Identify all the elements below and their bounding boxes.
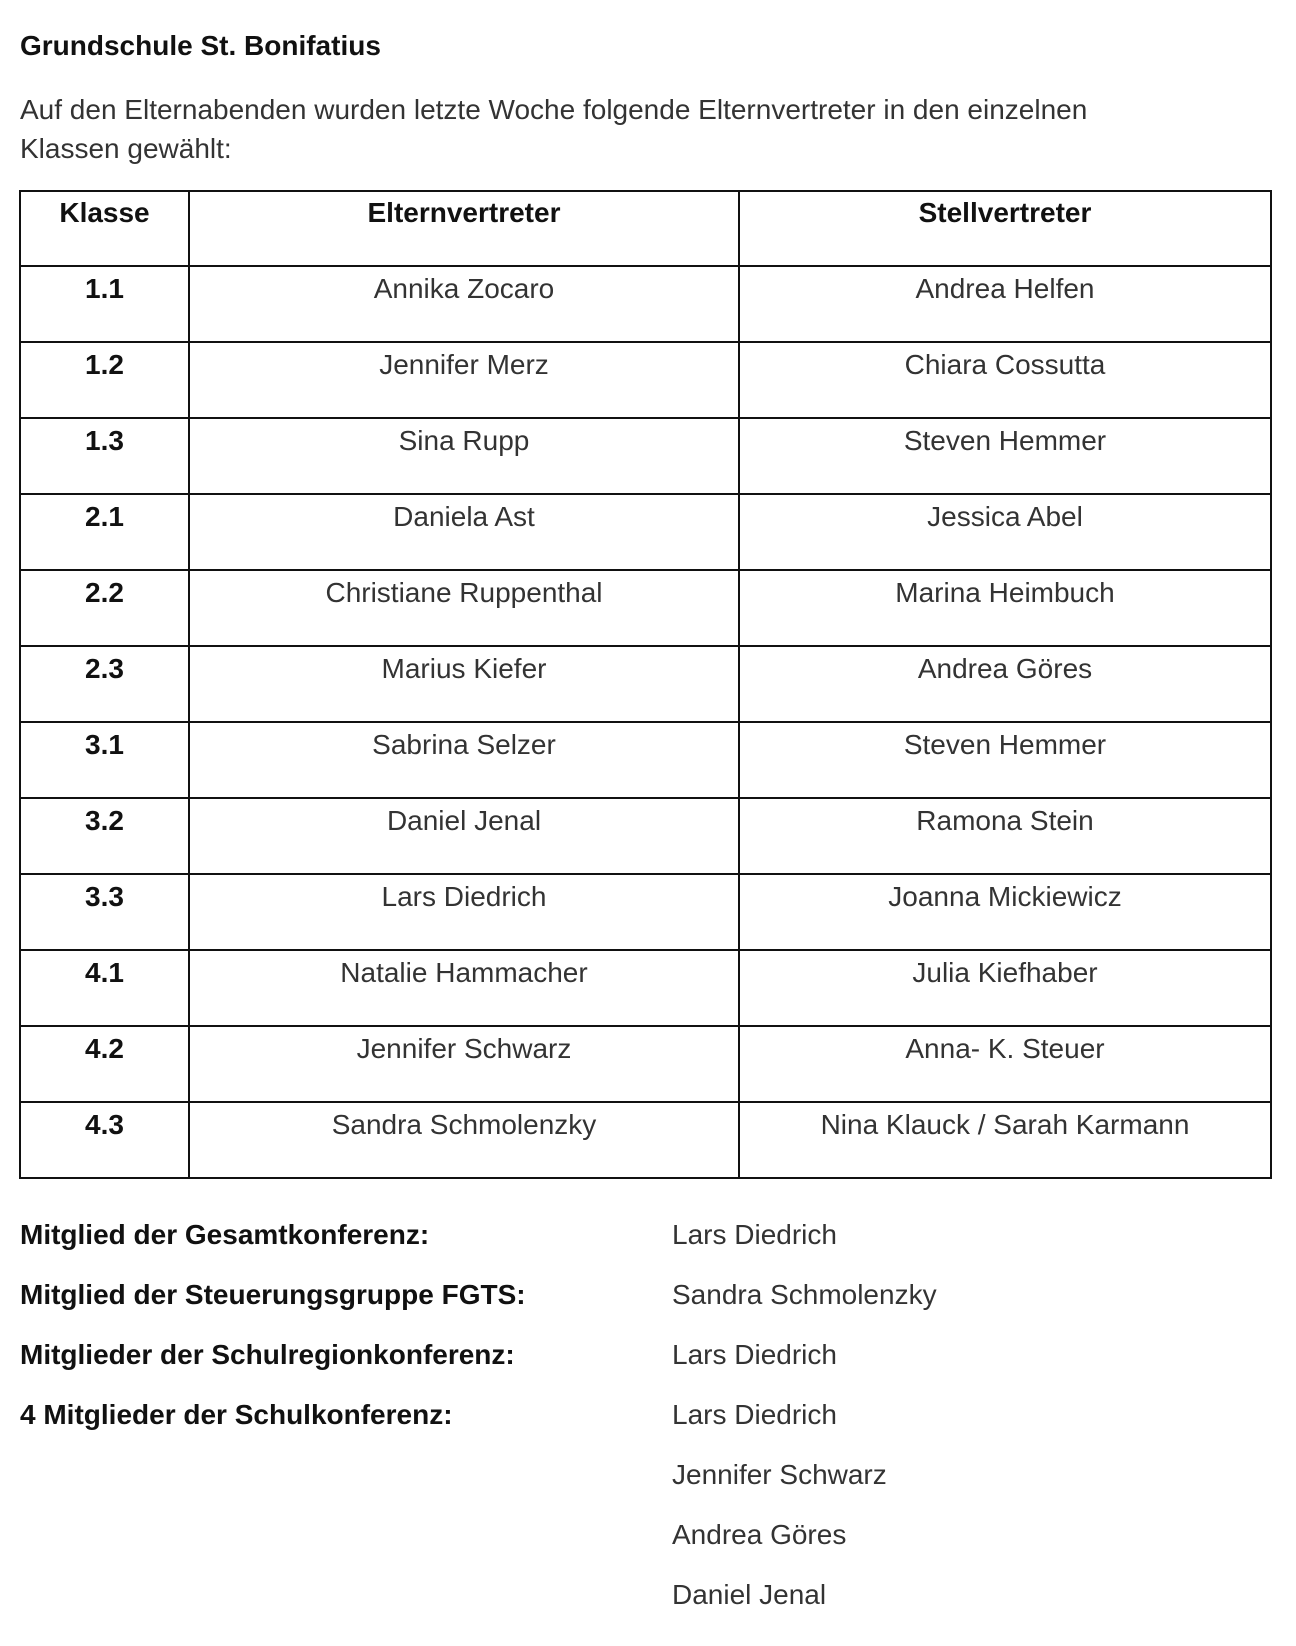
page-title: Grundschule St. Bonifatius	[20, 30, 381, 61]
member-label: Mitglied der Gesamtkonferenz:	[20, 1219, 430, 1250]
table-row	[20, 342, 1271, 418]
column-header-klasse: Klasse	[20, 191, 189, 266]
stellvertreter-cell: Marina Heimbuch	[739, 570, 1271, 646]
elternvertreter-cell: Sabrina Selzer	[189, 722, 739, 798]
member-name: Daniel Jenal	[672, 1579, 827, 1610]
stellvertreter-cell: Steven Hemmer	[739, 418, 1271, 494]
table-row	[20, 266, 1271, 342]
member-row-gesamtkonferenz	[20, 1205, 1220, 1265]
member-name: Sandra Schmolenzky	[672, 1279, 937, 1310]
member-row-steuerungsgruppe	[20, 1265, 1220, 1325]
table-row	[20, 798, 1271, 874]
column-header-elternvertreter: Elternvertreter	[189, 191, 739, 266]
table-row	[20, 646, 1271, 722]
klasse-cell: 1.3	[20, 418, 189, 494]
member-names	[672, 1205, 1220, 1265]
member-label: 4 Mitglieder der Schulkonferenz:	[20, 1399, 453, 1430]
stellvertreter-cell: Andrea Helfen	[739, 266, 1271, 342]
stellvertreter-cell: Andrea Göres	[739, 646, 1271, 722]
elternvertreter-cell: Lars Diedrich	[189, 874, 739, 950]
stellvertreter-cell: Julia Kiefhaber	[739, 950, 1271, 1026]
elternvertreter-cell: Marius Kiefer	[189, 646, 739, 722]
elternvertreter-cell: Sina Rupp	[189, 418, 739, 494]
stellvertreter-cell: Chiara Cossutta	[739, 342, 1271, 418]
klasse-cell: 1.1	[20, 266, 189, 342]
member-row-schulregionkonferenz	[20, 1325, 1220, 1385]
intro-text: Auf den Elternabenden wurden letzte Woche folgende Elternvertreter in den einzelnen Klassen gewählt:	[20, 94, 1088, 164]
elternvertreter-cell: Christiane Ruppenthal	[189, 570, 739, 646]
klasse-cell: 4.3	[20, 1102, 189, 1178]
committee-members	[20, 1205, 1220, 1625]
member-names	[672, 1265, 1220, 1325]
elternvertreter-cell: Annika Zocaro	[189, 266, 739, 342]
table-row	[20, 950, 1271, 1026]
table-row	[20, 570, 1271, 646]
elternvertreter-cell: Sandra Schmolenzky	[189, 1102, 739, 1178]
klasse-cell: 2.1	[20, 494, 189, 570]
klasse-cell: 3.3	[20, 874, 189, 950]
klasse-cell: 3.2	[20, 798, 189, 874]
elternvertreter-cell: Natalie Hammacher	[189, 950, 739, 1026]
table-row	[20, 1026, 1271, 1102]
member-name: Andrea Göres	[672, 1519, 847, 1550]
member-name: Jennifer Schwarz	[672, 1459, 887, 1490]
table-row	[20, 722, 1271, 798]
member-label: Mitglied der Steuerungsgruppe FGTS:	[20, 1279, 526, 1310]
table-row	[20, 418, 1271, 494]
column-header-stellvertreter: Stellvertreter	[739, 191, 1271, 266]
stellvertreter-cell: Ramona Stein	[739, 798, 1271, 874]
stellvertreter-cell: Steven Hemmer	[739, 722, 1271, 798]
member-name: Lars Diedrich	[672, 1219, 837, 1250]
stellvertreter-cell: Joanna Mickiewicz	[739, 874, 1271, 950]
member-name: Lars Diedrich	[672, 1339, 837, 1370]
elternvertreter-cell: Daniela Ast	[189, 494, 739, 570]
klasse-cell: 1.2	[20, 342, 189, 418]
stellvertreter-cell: Jessica Abel	[739, 494, 1271, 570]
stellvertreter-cell: Nina Klauck / Sarah Karmann	[739, 1102, 1271, 1178]
table-row	[20, 494, 1271, 570]
elternvertreter-cell: Jennifer Merz	[189, 342, 739, 418]
klasse-cell: 2.2	[20, 570, 189, 646]
member-label: Mitglieder der Schulregionkonferenz:	[20, 1339, 515, 1370]
klasse-cell: 4.1	[20, 950, 189, 1026]
klasse-cell: 4.2	[20, 1026, 189, 1102]
table-header-row	[20, 191, 1271, 266]
member-name: Lars Diedrich	[672, 1399, 837, 1430]
klasse-cell: 2.3	[20, 646, 189, 722]
klasse-cell: 3.1	[20, 722, 189, 798]
member-names	[672, 1325, 1220, 1385]
representatives-table	[19, 190, 1272, 1179]
elternvertreter-cell: Daniel Jenal	[189, 798, 739, 874]
member-row-schulkonferenz	[20, 1385, 1220, 1625]
member-names	[672, 1385, 1220, 1625]
stellvertreter-cell: Anna- K. Steuer	[739, 1026, 1271, 1102]
table-row	[20, 1102, 1271, 1178]
table-row	[20, 874, 1271, 950]
elternvertreter-cell: Jennifer Schwarz	[189, 1026, 739, 1102]
